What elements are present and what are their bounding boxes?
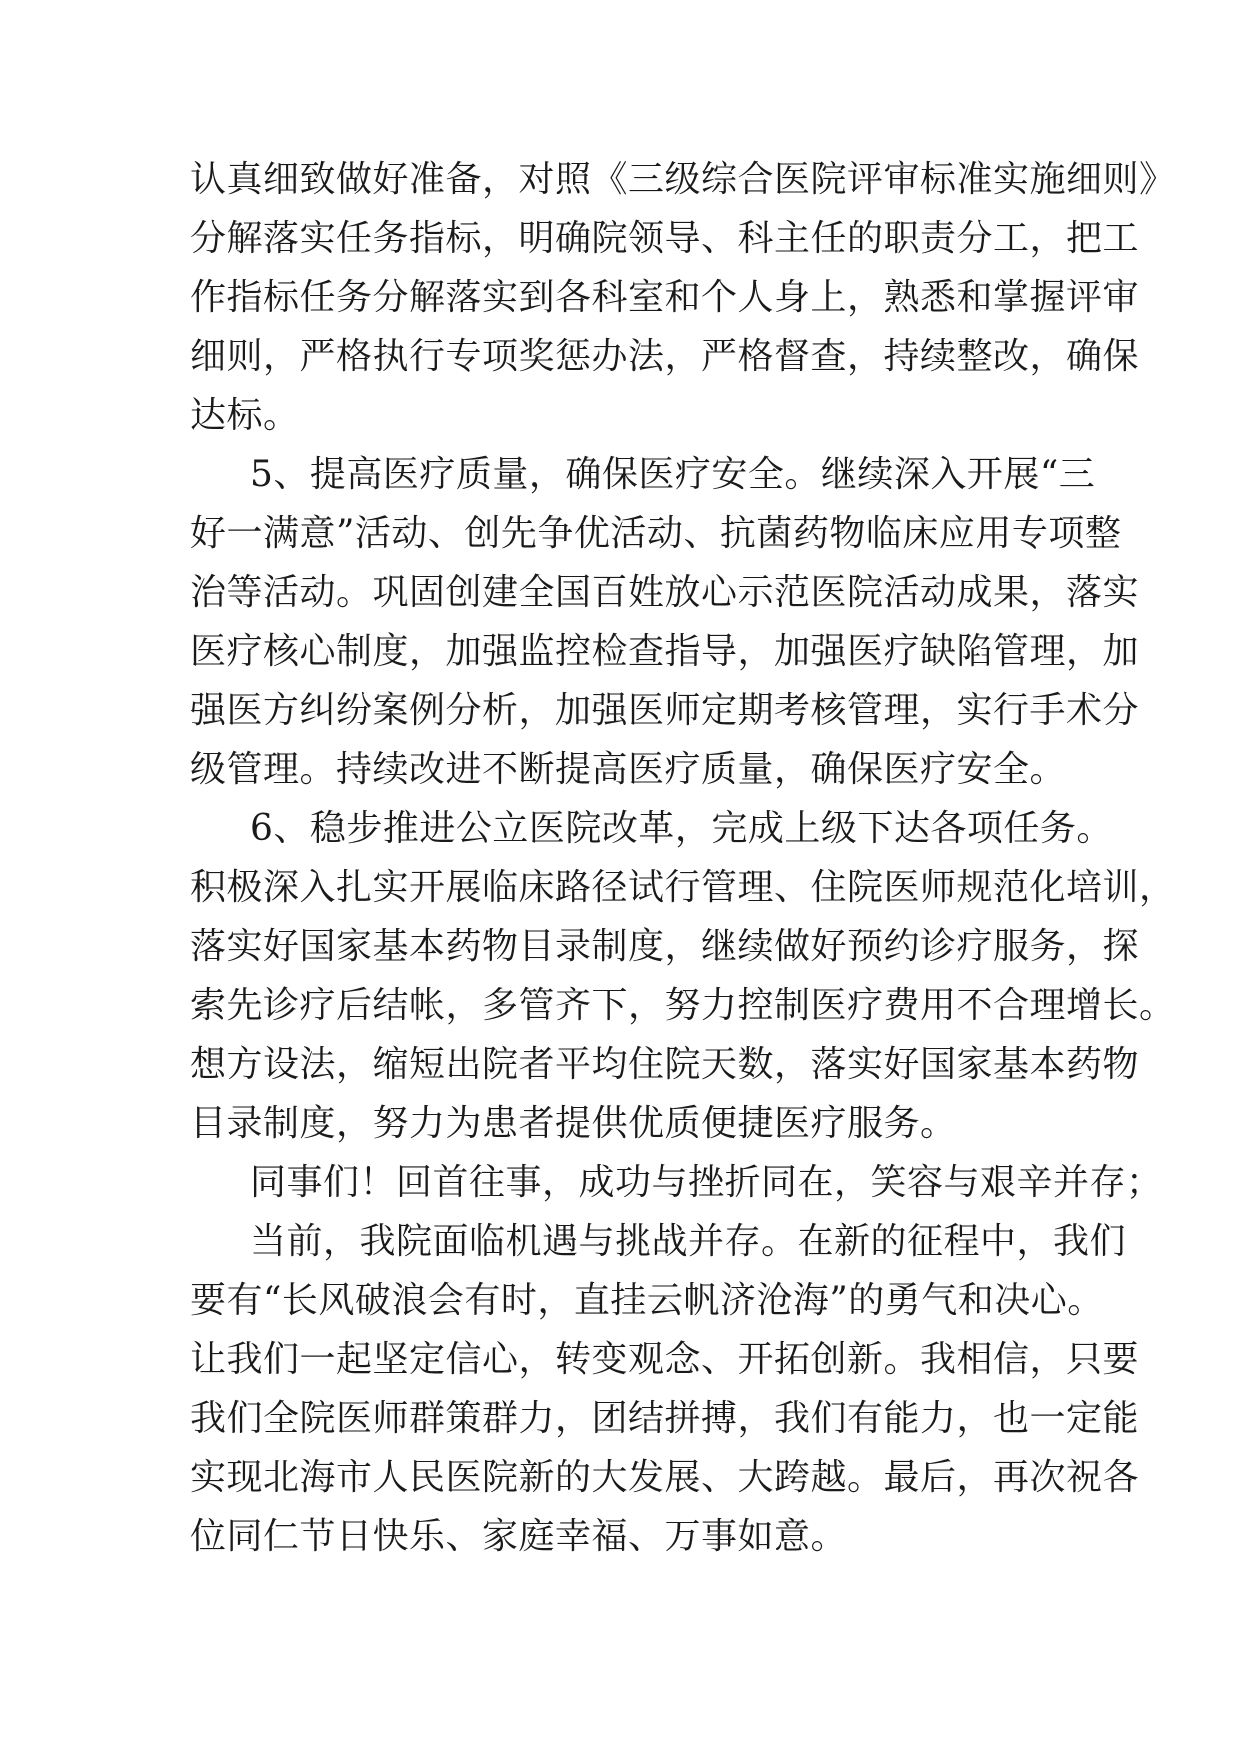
text-line: 级管理。持续改进不断提高医疗质量，确保医疗安全。 — [190, 749, 1067, 790]
text-line: 6、稳步推进公立医院改革，完成上级下达各项任务。 — [250, 808, 1113, 849]
text-line: 好一满意”活动、创先争优活动、抗菌药物临床应用专项整 — [190, 513, 1122, 554]
text-line: 我们全院医师群策群力，团结拼搏，我们有能力，也一定能 — [190, 1398, 1140, 1439]
text-line: 分解落实任务指标，明确院领导、科主任的职责分工，把工 — [190, 218, 1140, 259]
text-line: 让我们一起坚定信心，转变观念、开拓创新。我相信，只要 — [190, 1339, 1140, 1380]
text-line: 目录制度，努力为患者提供优质便捷医疗服务。 — [190, 1103, 957, 1144]
text-line: 强医方纠纷案例分析，加强医师定期考核管理，实行手术分 — [190, 690, 1140, 731]
text-line: 细则，严格执行专项奖惩办法，严格督查，持续整改，确保 — [190, 336, 1140, 377]
text-line: 落实好国家基本药物目录制度，继续做好预约诊疗服务，探 — [190, 926, 1140, 967]
document-body — [190, 150, 1176, 1566]
text-line: 达标。 — [190, 395, 300, 436]
text-line: 要有“长风破浪会有时，直挂云帆济沧海”的勇气和决心。 — [190, 1280, 1104, 1321]
text-line: 作指标任务分解落实到各科室和个人身上，熟悉和掌握评审 — [190, 277, 1140, 318]
text-line: 想方设法，缩短出院者平均住院天数，落实好国家基本药物 — [190, 1044, 1140, 1085]
text-line: 医疗核心制度，加强监控检查指导，加强医疗缺陷管理，加 — [190, 631, 1140, 672]
text-line: 同事们！回首往事，成功与挫折同在，笑容与艰辛并存； — [250, 1162, 1163, 1203]
text-line: 索先诊疗后结帐，多管齐下，努力控制医疗费用不合理增长。 — [190, 985, 1176, 1026]
text-line: 位同仁节日快乐、家庭幸福、万事如意。 — [190, 1516, 848, 1557]
text-line: 治等活动。巩固创建全国百姓放心示范医院活动成果，落实 — [190, 572, 1140, 613]
text-line: 5、提高医疗质量，确保医疗安全。继续深入开展“三 — [250, 454, 1096, 495]
text-line: 实现北海市人民医院新的大发展、大跨越。最后，再次祝各 — [190, 1457, 1140, 1498]
text-line: 积极深入扎实开展临床路径试行管理、住院医师规范化培训， — [190, 867, 1176, 908]
text-line: 认真细致做好准备，对照《三级综合医院评审标准实施细则》 — [190, 159, 1176, 200]
text-line: 当前，我院面临机遇与挑战并存。在新的征程中，我们 — [250, 1221, 1127, 1262]
